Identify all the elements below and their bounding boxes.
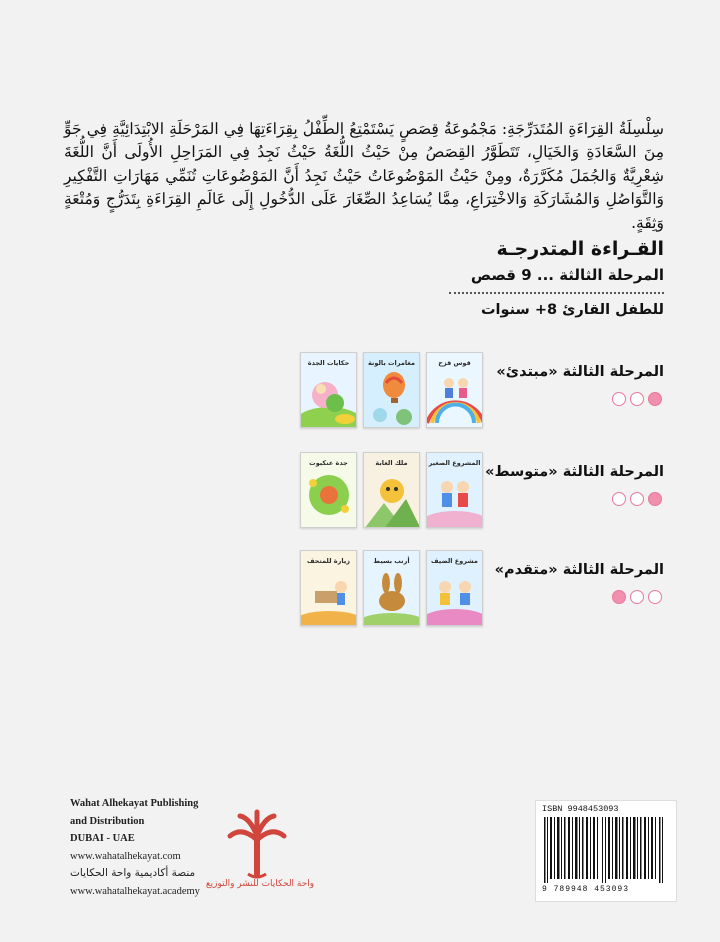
dotted-divider [449, 292, 664, 294]
level-dot-filled [648, 392, 662, 406]
book-cover [300, 352, 357, 428]
academy-label: منصة أكاديمية واحة الحكايات [70, 867, 196, 879]
series-stage: المرحلة الثالثة ... 9 قصص [470, 266, 664, 284]
level-advanced [300, 550, 664, 640]
level-books [300, 352, 483, 428]
series-title: القـراءة المتدرجـة [496, 238, 664, 260]
book-cover [426, 352, 483, 428]
book-title: أرنب بسيط [373, 557, 410, 565]
level-intermediate [300, 452, 664, 542]
book-title: ملك الغابة [375, 459, 408, 467]
level-label: المرحلة الثالثة «مبتدئ» [496, 364, 664, 380]
level-indicator [612, 590, 662, 604]
academy-link[interactable]: www.wahatalhekayat.academy [70, 885, 200, 897]
book-title: مغامرات بالونة [367, 359, 415, 367]
level-indicator [612, 492, 662, 506]
book-title: مشروع الضيف [431, 557, 478, 565]
level-dot-filled [612, 590, 626, 604]
level-label: المرحلة الثالثة «متقدم» [494, 562, 664, 578]
level-beginner [300, 352, 664, 442]
level-dot [630, 492, 644, 506]
book-cover [426, 550, 483, 626]
series-description: سِلْسِلَةُ القِرَاءَةِ المُتَدَرِّجَةِ: مَجْمُوعَةُ قِصَصٍ يَسْتَمْتِعُ الطِّفْلُ بِقِرَاءَتِهَا فِي المَرْحَلَةِ الابْتِدَائِيَّةِ فِي جَوٍّ مِنَ السَّعَادَةِ وَالخَيَالِ، تَتَطَوَّرُ القِصَصُ مِنْ حَيْثُ اللُّغَةُ حَيْثُ نَجِدُ فِي المَرَاحِلِ الأُولَى أَنَّ اللُّغَةَ شِعْرِيَّةٌ وَالجُمَلَ مُكَرَّرَةٌ، ومِنْ حَيْثُ المَوْضُوعَاتُ حَيْثُ نَجِدُ أَنَّ المَوْضُوعَاتِ تُنَمِّي مَهَارَاتِ التَّفْكِيرِ وَالتَّوَاصُلِ وَالمُشَارَكَةِ وَالاخْتِرَاعِ، مِمَّا يُسَاعِدُ الصِّغَارَ عَلَى الدُّخُولِ إِلَى عَالَمِ القِرَاءَةِ بِتَدَرُّجٍ وَمُتْعَةٍ وَثِقَةٍ. [64, 119, 664, 232]
level-dot [612, 492, 626, 506]
level-dot [612, 392, 626, 406]
level-dot [630, 590, 644, 604]
barcode-bars [542, 817, 670, 883]
level-dot-filled [648, 492, 662, 506]
book-cover [363, 550, 420, 626]
series-age: للطفل القارئ 8+ سنوات [480, 302, 664, 318]
book-title: جدة عنكبوت [309, 459, 348, 467]
publisher-location: DUBAI - UAE [70, 833, 135, 844]
book-cover [363, 352, 420, 428]
series-info [334, 238, 664, 318]
barcode-number: 9 789948 453093 [542, 885, 630, 894]
book-title: زيارة للمتحف [307, 557, 350, 565]
website-link[interactable]: www.wahatalhekayat.com [70, 850, 181, 862]
level-indicator [612, 392, 662, 406]
book-cover [300, 452, 357, 528]
logo-caption: واحة الحكايات للنشر والتوزيع [205, 879, 315, 889]
level-dot [630, 392, 644, 406]
book-cover [363, 452, 420, 528]
book-title: حكايات الجدة [307, 359, 350, 367]
level-label: المرحلة الثالثة «متوسط» [485, 464, 664, 480]
isbn-label: ISBN 9948453093 [542, 804, 619, 814]
level-books [300, 550, 483, 626]
book-title: المشروع الصغير [428, 459, 481, 467]
level-dot [648, 590, 662, 604]
publisher-name: Wahat Alhekayat Publishing [70, 798, 199, 809]
book-cover [426, 452, 483, 528]
book-title: قوس قزح [438, 359, 471, 367]
isbn-barcode [535, 800, 677, 902]
book-cover [300, 550, 357, 626]
publisher-name-cont: and Distribution [70, 815, 145, 827]
level-books [300, 452, 483, 528]
